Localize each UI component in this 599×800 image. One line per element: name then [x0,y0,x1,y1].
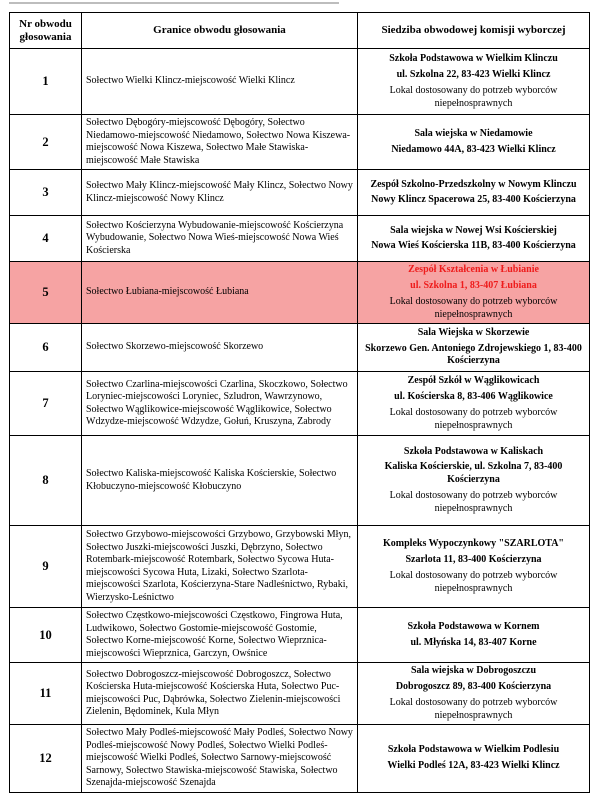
commission-seat [358,49,590,115]
commission-seat [358,608,590,663]
district-boundaries: Sołectwo Skorzewo-miejscowość Skorzewo [82,324,358,372]
table-row [10,262,590,324]
seat-address: Niedamowo 44A, 83-423 Wielki Klincz [391,143,556,155]
table-header-row [10,13,590,49]
accessibility-note: Lokal dostosowany do potrzeb wyborców niepełnosprawnych [389,490,558,514]
table-body [10,49,590,793]
header-commission-seat: Siedziba obwodowej komisji wyborczej [358,13,590,49]
district-number: 11 [10,663,82,725]
seat-address: Wielki Podleś 12A, 83-423 Wielki Klincz [387,759,560,771]
seat-name: Kompleks Wypoczynkowy "SZARLOTA" [383,538,564,549]
table-row [10,49,590,115]
district-boundaries: Sołectwo Wielki Klincz-miejscowość Wielki Klincz [82,49,358,115]
seat-address: ul. Kościerska 8, 83-406 Wąglikowice [394,390,553,402]
district-boundaries: Sołectwo Dobrogoszcz-miejscowość Dobrogoszcz, Sołectwo Kościerska Huta-miejscowość Kościerska Huta, Sołectwo Puc-miejscowości Puc, Dąbrówka, Sołectwo Zielenin-miejscowości Zielenin, Będominek, Kula Młyn [82,663,358,725]
table-row [10,663,590,725]
commission-seat [358,663,590,725]
table-row [10,115,590,170]
seat-name: Sala wiejska w Dobrogoszczu [410,665,537,676]
header-district-number: Nr obwodu głosowania [10,13,82,49]
district-number: 9 [10,526,82,608]
district-boundaries: Sołectwo Częstkowo-miejscowości Częstkowo, Fingrowa Huta, Ludwikowo, Sołectwo Gostomie-miejscowość Gostomie, Sołectwo Korne-miejscowość Korne, Sołectwo Wieprznica-miejscowości Wieprznica, Garczyn, Owśnice [82,608,358,663]
seat-address: ul. Szkolna 1, 83-407 Łubiana [410,279,537,291]
district-number: 10 [10,608,82,663]
district-number: 4 [10,216,82,262]
commission-seat [358,725,590,793]
seat-address: ul. Młyńska 14, 83-407 Korne [410,636,537,648]
seat-name: Sala Wiejska w Skorzewie [417,327,530,339]
seat-address: ul. Szkolna 22, 83-423 Wielki Klincz [396,68,551,80]
header-district-boundaries: Granice obwodu głosowania [82,13,358,49]
seat-address: Nowa Wieś Kościerska 11B, 83-400 Kościerzyna [371,240,576,251]
seat-name: Szkoła Podstawowa w Kornem [407,621,540,632]
commission-seat [358,526,590,608]
district-boundaries: Sołectwo Mały Podleś-miejscowość Mały Podleś, Sołectwo Nowy Podleś-miejscowość Nowy Podleś, Sołectwo Wielki Podleś-miejscowość Wielki Podleś, Sołectwo Sarnowy-miejscowość Sarnowy, Sołectwo Stawiska-miejscowość Stawiska, Sołectwo Szenajda-miejscowość Szenajda [82,725,358,793]
accessibility-note: Lokal dostosowany do potrzeb wyborców niepełnosprawnych [389,407,558,431]
district-boundaries: Sołectwo Kościerzyna Wybudowanie-miejscowość Kościerzyna Wybudowanie, Sołectwo Nowa Wieś-miejscowość Nowa Wieś Kościerska [82,216,358,262]
district-number: 2 [10,115,82,170]
commission-seat [358,436,590,526]
accessibility-note: Lokal dostosowany do potrzeb wyborców niepełnosprawnych [389,85,558,109]
district-number: 5 [10,262,82,324]
district-boundaries: Sołectwo Mały Klincz-miejscowość Mały Klincz, Sołectwo Nowy Klincz-miejscowość Nowy Klincz [82,170,358,216]
table-row [10,436,590,526]
commission-seat [358,170,590,216]
seat-name: Szkoła Podstawowa w Wielkim Klinczu [389,53,558,64]
district-number: 8 [10,436,82,526]
table-row [10,725,590,793]
seat-name: Zespół Szkół w Wąglikowicach [407,375,540,386]
district-number: 6 [10,324,82,372]
seat-name: Zespół Szkolno-Przedszkolny w Nowym Klinczu [370,178,577,190]
commission-seat [358,324,590,372]
district-number: 7 [10,372,82,436]
seat-address: Kaliska Kościerskie, ul. Szkolna 7, 83-400 Kościerzyna [384,461,563,485]
district-boundaries: Sołectwo Dębogóry-miejscowość Dębogóry, Sołectwo Niedamowo-miejscowość Niedamowo, Sołectwo Nowa Kiszewa-miejscowość Nowa Kiszewa, Sołectwo Małe Stawiska-miejscowość Małe Stawiska [82,115,358,170]
district-number: 3 [10,170,82,216]
seat-name: Sala wiejska w Niedamowie [414,128,533,139]
seat-name: Zespół Kształcenia w Łubianie [408,264,539,275]
commission-seat [358,372,590,436]
table-row [10,372,590,436]
cropped-text-fragment [9,0,339,6]
seat-address: Skorzewo Gen. Antoniego Zdrojewskiego 1, 83-400 Kościerzyna [365,342,582,367]
seat-name: Sala wiejska w Nowej Wsi Kościerskiej [390,224,557,236]
seat-address: Nowy Klincz Spacerowa 25, 83-400 Kościerzyna [371,194,576,205]
commission-seat [358,262,590,324]
table-row [10,608,590,663]
commission-seat [358,115,590,170]
polling-districts-table [9,12,590,793]
table-row [10,526,590,608]
table-row [10,324,590,372]
seat-name: Szkoła Podstawowa w Kaliskach [403,445,544,457]
table-row [10,216,590,262]
table-row [10,170,590,216]
accessibility-note: Lokal dostosowany do potrzeb wyborców niepełnosprawnych [389,570,558,594]
accessibility-note: Lokal dostosowany do potrzeb wyborców niepełnosprawnych [389,296,558,320]
document-page [9,12,589,793]
district-number: 1 [10,49,82,115]
accessibility-note: Lokal dostosowany do potrzeb wyborców niepełnosprawnych [389,697,558,721]
district-boundaries: Sołectwo Kaliska-miejscowość Kaliska Kościerskie, Sołectwo Kłobuczyno-miejscowość Kłobuczyno [82,436,358,526]
district-boundaries: Sołectwo Łubiana-miejscowość Łubiana [82,262,358,324]
district-boundaries: Sołectwo Grzybowo-miejscowości Grzybowo, Grzybowski Młyn, Sołectwo Juszki-miejscowości Juszki, Dębrzyno, Sołectwo Rotembark-miejscowość Rotembark, Sołectwo Sycowa Huta-miejscowości Sycowa Huta, Lizaki, Sołectwo Szarlota-miejscowości Szarlota, Kościerzyna-Stare Nadleśnictwo, Rybaki, Wierzysko-Leśnictwo [82,526,358,608]
seat-name: Szkoła Podstawowa w Wielkim Podlesiu [387,744,560,756]
commission-seat [358,216,590,262]
district-number: 12 [10,725,82,793]
seat-address: Szarlota 11, 83-400 Kościerzyna [405,553,542,565]
seat-address: Dobrogoszcz 89, 83-400 Kościerzyna [395,680,552,692]
district-boundaries: Sołectwo Czarlina-miejscowości Czarlina, Skoczkowo, Sołectwo Loryniec-miejscowości Loryniec, Szludron, Wawrzynowo, Sołectwo Wąglikowice-miejscowość Wąglikowice, Sołectwo Wdzydze-miejscowość Wdzydze, Gołuń, Kruszyna, Zabrody [82,372,358,436]
